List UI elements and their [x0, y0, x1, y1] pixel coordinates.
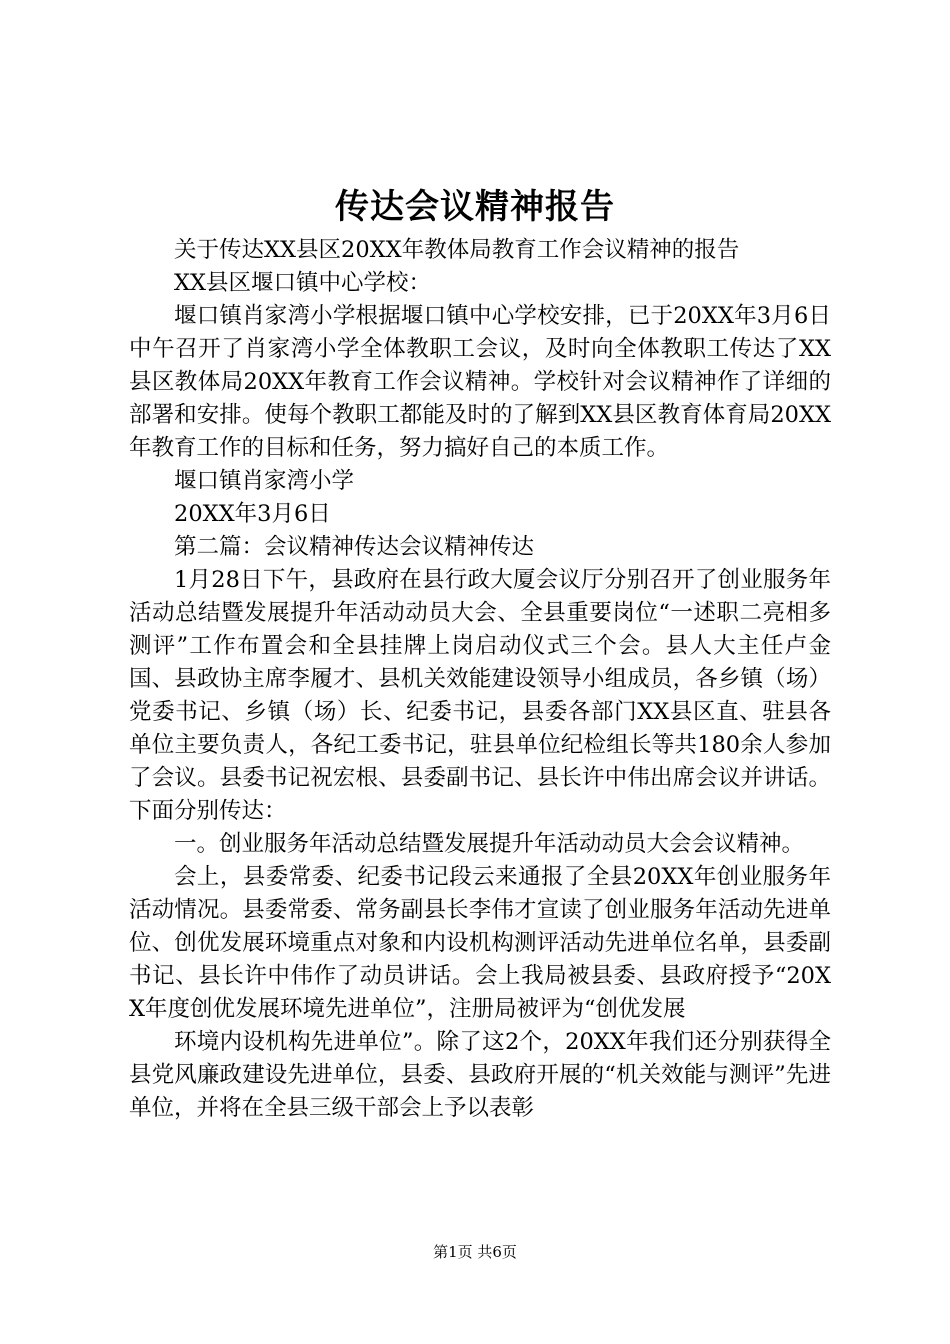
paragraph-section-two-heading: 第二篇：会议精神传达会议精神传达 — [174, 534, 535, 560]
paragraph-meeting-overview: 1月28日下午，县政府在县行政大厦会议厅分别召开了创业服务年活动总结暨发展提升年活动动员大会、全县重要岗位“一述职二亮相多测评”工作布置会和全县挂牌上岗启动仪式三个会。县人大主任卢金国、县政协主席李履才、县机关效能建设领导小组成员，各乡镇（场）党委书记、乡镇（场）长、纪委书记，县委各部门XX县区直、驻县各单位主要负责人，各纪工委书记，驻县单位纪检组长等共180余人参加了会议。县委书记祝宏根、县委副书记、县长许中伟出席会议并讲话。下面分别传达： — [129, 567, 831, 824]
paragraph-signature-date: 20XX年3月6日 — [174, 501, 331, 527]
paragraph-meeting-details: 会上，县委常委、纪委书记段云来通报了全县20XX年创业服务年活动情况。县委常委、常务副县长李伟才宣读了创业服务年活动先进单位、创优发展环境重点对象和内设机构测评活动先进单位名单，县委副书记、县长许中伟作了动员讲话。会上我局被县委、县政府授予“20XX年度创优发展环境先进单位”，注册局被评为“创优发展 — [129, 864, 831, 1022]
document-title: 传达会议精神报告 — [335, 187, 615, 227]
page-footer: 第1页 共6页 — [433, 1243, 517, 1261]
paragraph-report-heading: 关于传达XX县区20XX年教体局教育工作会议精神的报告 — [174, 237, 740, 263]
paragraph-report-content: 堰口镇肖家湾小学根据堰口镇中心学校安排，已于20XX年3月6日中午召开了肖家湾小学全体教职工会议，及时向全体教职工传达了XX县区教体局20XX年教育工作会议精神。学校针对会议精神作了详细的部署和安排。使每个教职工都能及时的了解到XX县区教育体育局20XX年教育工作的目标和任务，努力搞好自己的本质工作。 — [129, 303, 831, 461]
paragraph-signature-school: 堰口镇肖家湾小学 — [174, 468, 355, 494]
document-body — [129, 234, 831, 1125]
paragraph-item-one-heading: 一。创业服务年活动总结暨发展提升年活动动员大会会议精神。 — [174, 831, 805, 857]
paragraph-addressee: XX县区堰口镇中心学校： — [174, 270, 432, 296]
paragraph-awards: 环境内设机构先进单位”。除了这2个，20XX年我们还分别获得全县党风廉政建设先进单位，县委、县政府开展的“机关效能与测评”先进单位，并将在全县三级干部会上予以表彰 — [129, 1029, 831, 1121]
